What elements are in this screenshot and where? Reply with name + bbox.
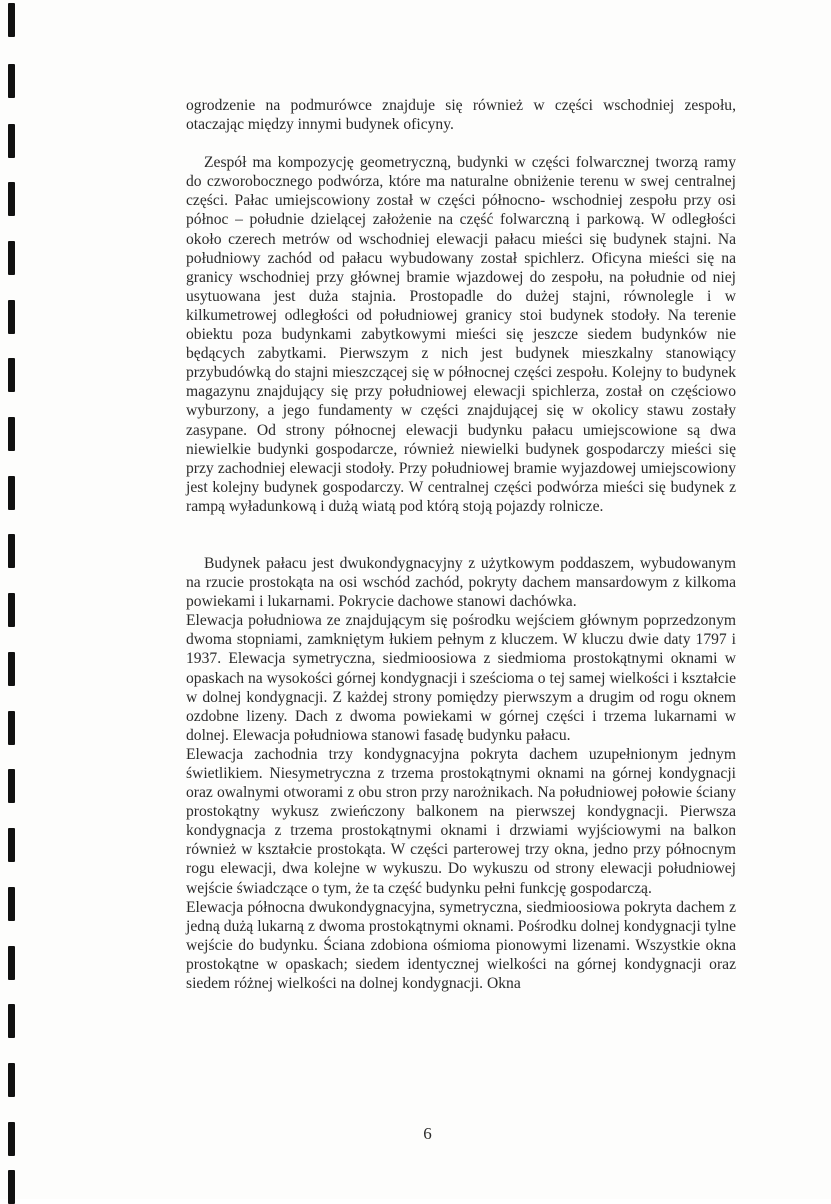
paragraph: Budynek pałacu jest dwukondygnacyjny z użytkowym poddaszem, wybudowanym na rzucie prostokąta na osi wschód zachód, pokryty dachem mansardowym z kilkoma powiekami i lukarnami. Pokrycie dachowe stanowi dachówka. xyxy=(186,554,736,611)
paragraph: Zespół ma kompozycję geometryczną, budynki w części folwarcznej tworzą ramy do czworobocznego podwórza, które ma naturalne obniżenie terenu w swej centralnej części. Pałac umiejscowiony został w części północno- wschodniej zespołu przy osi północ – południe dzielącej założenie na część folwarczną i parkową. W odległości około czerech metrów od wschodniej elewacji pałacu mieści się budynek stajni. Na południowy zachód od pałacu wybudowany został spichlerz. Oficyna mieści się na granicy wschodniej przy głównej bramie wjazdowej do zespołu, na południe od niej usytuowana jest duża stajnia. Prostopadle do dużej stajni, równolegle i w kilkumetrowej odległości od południowej granicy stoi budynek stodoły. Na terenie obiektu poza budynkami zabytkowymi mieści się jeszcze siedem budynków nie będących zabytkami. Pierwszym z nich jest budynek mieszkalny stanowiący przybudówką do stajni mieszczącej się w północnej części zespołu. Kolejny to budynek magazynu znajdujący się przy południowej elewacji spichlerza, został on częściowo wyburzony, a jego fundamenty w części znajdującej się w okolicy stawu zostały zasypane. Od strony północnej elewacji budynku pałacu umiejscowione są dwa niewielkie budynki gospodarcze, również niewielki budynek gospodarczy mieści się przy zachodniej elewacji stodoły. Przy południowej bramie wyjazdowej umiejscowiony jest kolejny budynek gospodarczy. W centralnej części podwórza mieści się budynek z rampą wyładunkową i dużą wiatą pod którą stoją pojazdy rolnicze. xyxy=(186,154,736,515)
paragraph: Elewacja południowa ze znajdującym się pośrodku wejściem głównym poprzedzonym dwoma stopniami, zamkniętym łukiem pełnym z kluczem. W kluczu dwie daty 1797 i 1937. Elewacja symetryczna, siedmioosiowa z siedmioma prostokątnymi oknami w opaskach na wysokości górnej kondygnacji i sześcioma o tej samej wielkości i kształcie w dolnej kondygnacji. Z każdej strony pomiędzy pierwszym a drugim od rogu oknem ozdobne lizeny. Dach z dwoma powiekami w górnej części i trzema lukarnami w dolnej. Elewacja południowa stanowi fasadę budynku pałacu. xyxy=(186,612,736,744)
page-number: 6 xyxy=(423,1124,432,1143)
paragraph: Elewacja zachodnia trzy kondygnacyjna pokryta dachem uzupełnionym jednym świetlikiem. Niesymetryczna z trzema prostokątnymi oknami na górnej kondygnacji oraz owalnymi otworami z obu stron przy narożnikach. Na południowej połowie ściany prostokątny wykusz zwieńczony balkonem na pierwszej kondygnacji. Pierwsza kondygnacja z trzema prostokątnymi oknami i drzwiami wyjściowymi na balkon również w kształcie prostokąta. W części parterowej trzy okna, jedno przy północnym rogu elewacji, dwa kolejne w wykuszu. Do wykuszu od strony elewacji południowej wejście świadczące o tym, że ta część budynku pełni funkcję gospodarczą. xyxy=(186,745,736,897)
body-text xyxy=(186,96,736,993)
paragraph: ogrodzenie na podmurówce znajduje się również w części wschodniej zespołu, otaczając między innymi budynek oficyny. xyxy=(186,97,736,134)
paragraph: Elewacja północna dwukondygnacyjna, symetryczna, siedmioosiowa pokryta dachem z jedną dużą lukarną z dwoma prostokątnymi oknami. Pośrodku dolnej kondygnacji tylne wejście do budynku. Ściana zdobiona ośmioma pionowymi lizenami. Wszystkie okna prostokątne w opaskach; siedem identycznej wielkości na górnej kondygnacji oraz siedem różnej wielkości na dolnej kondygnacji. Okna xyxy=(186,898,736,993)
binding-marks xyxy=(8,0,20,1199)
